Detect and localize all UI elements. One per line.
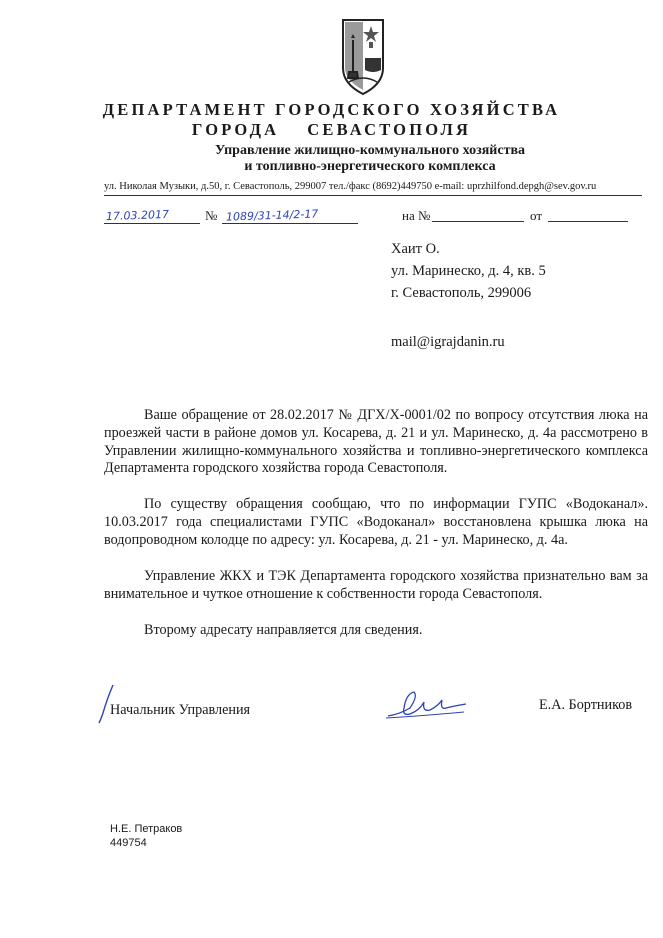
outgoing-date: 17.03.2017 xyxy=(105,207,170,224)
signatory-position: Начальник Управления xyxy=(110,702,251,718)
recipient-email: mail@igrajdanin.ru xyxy=(391,334,505,350)
signatory-name: Е.А. Бортников xyxy=(539,697,633,713)
recipient-street: ул. Маринеско, д. 4, кв. 5 xyxy=(391,263,546,279)
body-paragraph-1 xyxy=(104,407,648,478)
number-label: № xyxy=(205,208,218,223)
reply-date-underline xyxy=(548,221,628,222)
executor-phone: 449754 xyxy=(110,837,147,849)
letterhead-subdivision-line2: и топливно-энергетического комплекса xyxy=(244,159,496,174)
body-paragraph-3-text: Управление ЖКХ и ТЭК Департамента городского хозяйства признательно вам за внимательное и чуткое отношение к собственности города Севастополя. xyxy=(104,568,648,602)
outgoing-number: 1089/31-14/2-17 xyxy=(225,207,319,224)
body-paragraph-3 xyxy=(104,568,648,604)
letterhead-department: ДЕПАРТАМЕНТ ГОРОДСКОГО ХОЗЯЙСТВА xyxy=(102,100,561,119)
handwritten-signature xyxy=(380,686,470,722)
letterhead-subdivision-line1: Управление жилищно-коммунального хозяйства xyxy=(214,143,526,158)
date-underline xyxy=(104,223,200,224)
letterhead-city-word2: СЕВАСТОПОЛЯ xyxy=(307,120,472,139)
reply-to-label: на № xyxy=(402,208,431,223)
sevastopol-coat-of-arms xyxy=(341,18,385,98)
letterhead-city-word1: ГОРОДА xyxy=(191,120,280,139)
number-underline xyxy=(222,223,358,224)
body-paragraph-2-text: По существу обращения сообщаю, что по информации ГУПС «Водоканал». 10.03.2017 года специалистами ГУПС «Водоканал» восстановлена крышка люка на водопроводном колодце по адресу: ул. Косарева, д. 21 - ул. Маринеско, д. 4а. xyxy=(104,496,648,548)
body-paragraph-4-text: Второму адресату направляется для сведения. xyxy=(144,622,423,638)
body-paragraph-2 xyxy=(104,496,648,549)
executor-block xyxy=(110,822,182,850)
letterhead-divider xyxy=(104,195,642,196)
reply-date-label: от xyxy=(530,208,543,223)
letterhead-contacts: ул. Николая Музыки, д.50, г. Севастополь, 299007 тел./факс (8692)449750 e-mail: uprzhilfond.depgh@sev.gov.ru xyxy=(104,181,597,192)
letterhead-city xyxy=(0,120,663,140)
body-paragraph-4 xyxy=(104,622,648,640)
body-paragraph-1-text: Ваше обращение от 28.02.2017 № ДГХ/Х-0001/02 по вопросу отсутствия люка на проезжей части в районе домов ул. Косарева, д. 21 и ул. Маринеско, д. 4а рассмотрено в Управлении жилищно-коммунального хозяйства и топливно-энергетического комплекса Департамента городского хозяйства города Севастополя. xyxy=(104,407,648,477)
recipient-block xyxy=(391,238,546,304)
executor-name: Н.Е. Петраков xyxy=(110,823,183,835)
reply-number-underline xyxy=(432,221,524,222)
recipient-name: Хаит О. xyxy=(391,241,440,257)
recipient-city: г. Севастополь, 299006 xyxy=(391,285,532,301)
